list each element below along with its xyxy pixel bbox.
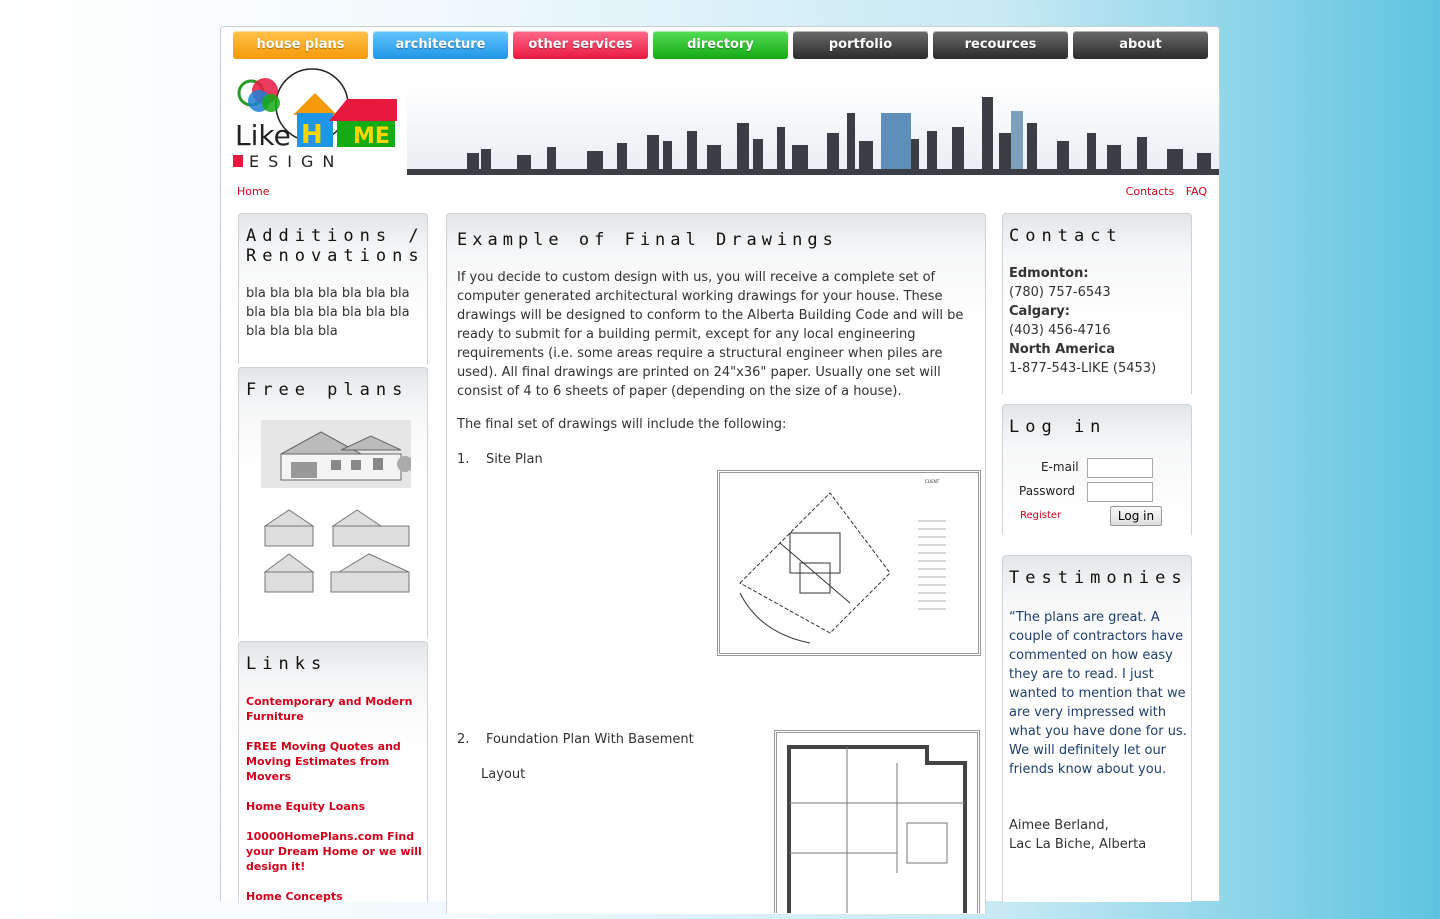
svg-text:ESIGN: ESIGN: [249, 152, 344, 171]
nav-architecture[interactable]: architecture: [373, 31, 508, 59]
contact-city: Edmonton:: [1009, 266, 1089, 281]
foundation-plan-drawing[interactable]: [774, 730, 980, 913]
login-button[interactable]: Log in: [1110, 506, 1162, 526]
link-moving-quotes[interactable]: FREE Moving Quotes and Moving Estimates from Movers: [246, 740, 401, 783]
main-list-intro: The final set of drawings will include the following:: [457, 417, 787, 432]
testimonies-box: [1002, 555, 1192, 902]
password-field[interactable]: [1087, 482, 1153, 502]
svg-text:Like: Like: [235, 119, 291, 152]
main-nav: [233, 31, 1208, 61]
contact-title: Contact: [1009, 226, 1123, 246]
free-plans-title: Free plans: [246, 380, 409, 400]
list-item-label-continued: Layout: [481, 767, 526, 782]
email-field[interactable]: [1087, 458, 1153, 478]
page-container: [220, 26, 1220, 901]
nav-about[interactable]: about: [1073, 31, 1208, 59]
city-skyline-image: [407, 83, 1219, 175]
testimony-location: Lac La Biche, Alberta: [1009, 837, 1147, 852]
links-title: Links: [246, 654, 328, 674]
main-intro-text: If you decide to custom design with us, you will receive a complete set of computer generated architectural working drawings for your house. These drawings will be designed to conform to the Alberta Building Code and will be ready to submit for a building permit, except for any local engineering requirements (i.e. some areas require a structural engineer when piles are used). All final drawings are printed on 24"x36" paper. Usually one set will consist of 4 to 6 sheets of paper (depending on the size of a house).: [457, 270, 964, 399]
site-header: [221, 63, 1219, 177]
nav-recources[interactable]: recources: [933, 31, 1068, 59]
contact-details: [1009, 264, 1189, 378]
list-item-number: 2.: [457, 732, 470, 747]
nav-other-services[interactable]: other services: [513, 31, 648, 59]
contact-phone: 1-877-543-LIKE (5453): [1009, 361, 1157, 376]
breadcrumb-home[interactable]: Home: [237, 185, 270, 198]
testimony-author-block: [1009, 816, 1146, 854]
free-plans-box: [238, 367, 428, 638]
login-title: Log in: [1009, 417, 1107, 437]
testimony-quote: “The plans are great. A couple of contractors have commented on how easy they are to read. I just wanted to mention that we are very impressed with what you have done for us. We will definitely let our friends know about you.: [1009, 610, 1187, 777]
nav-house-plans[interactable]: house plans: [233, 31, 368, 59]
list-item-site-plan: [457, 452, 543, 467]
link-furniture[interactable]: Contemporary and Modern Furniture: [246, 695, 413, 723]
nav-directory[interactable]: directory: [653, 31, 788, 59]
links-list: [246, 694, 426, 919]
top-links: [1118, 185, 1207, 198]
svg-text:ME: ME: [353, 124, 390, 149]
main-content-box: [446, 213, 986, 914]
free-plans-elevations-thumbnail[interactable]: [259, 506, 415, 598]
testimony-author: Aimee Berland,: [1009, 818, 1109, 833]
additions-title: Additions / Renovations: [246, 226, 425, 266]
svg-text:H: H: [301, 120, 323, 150]
faq-link[interactable]: FAQ: [1185, 185, 1207, 198]
site-plan-drawing[interactable]: [717, 470, 981, 656]
email-label: E-mail: [1041, 460, 1079, 474]
login-box: [1002, 404, 1192, 535]
list-item-label: Foundation Plan With Basement: [485, 732, 694, 747]
contact-box: [1002, 213, 1192, 394]
contact-city: North America: [1009, 342, 1115, 357]
register-link[interactable]: Register: [1020, 510, 1062, 521]
password-label: Password: [1019, 484, 1076, 498]
contact-city: Calgary:: [1009, 304, 1070, 319]
house-elevation-thumbnail[interactable]: [261, 420, 411, 488]
additions-text: bla bla bla bla bla bla bla bla bla bla bla bla bla bla bla bla bla bla: [246, 286, 410, 339]
link-home-concepts[interactable]: Home Concepts: [246, 890, 343, 903]
main-title: Example of Final Drawings: [457, 230, 838, 250]
contacts-link[interactable]: Contacts: [1125, 185, 1175, 198]
list-item-number: 1.: [457, 452, 470, 467]
nav-portfolio[interactable]: portfolio: [793, 31, 928, 59]
contact-phone: (403) 456-4716: [1009, 323, 1111, 338]
likehome-design-logo[interactable]: [227, 63, 405, 175]
list-item-foundation-plan: [457, 732, 694, 747]
testimonies-title: Testimonies: [1009, 568, 1188, 588]
additions-box: [238, 213, 428, 364]
link-10000homeplans[interactable]: 10000HomePlans.com Find your Dream Home or we will design it!: [246, 830, 422, 873]
contact-phone: (780) 757-6543: [1009, 285, 1111, 300]
link-home-equity[interactable]: Home Equity Loans: [246, 800, 366, 813]
links-box: [238, 641, 428, 902]
svg-text:CLIENT: CLIENT: [925, 479, 940, 484]
list-item-label: Site Plan: [485, 452, 543, 467]
